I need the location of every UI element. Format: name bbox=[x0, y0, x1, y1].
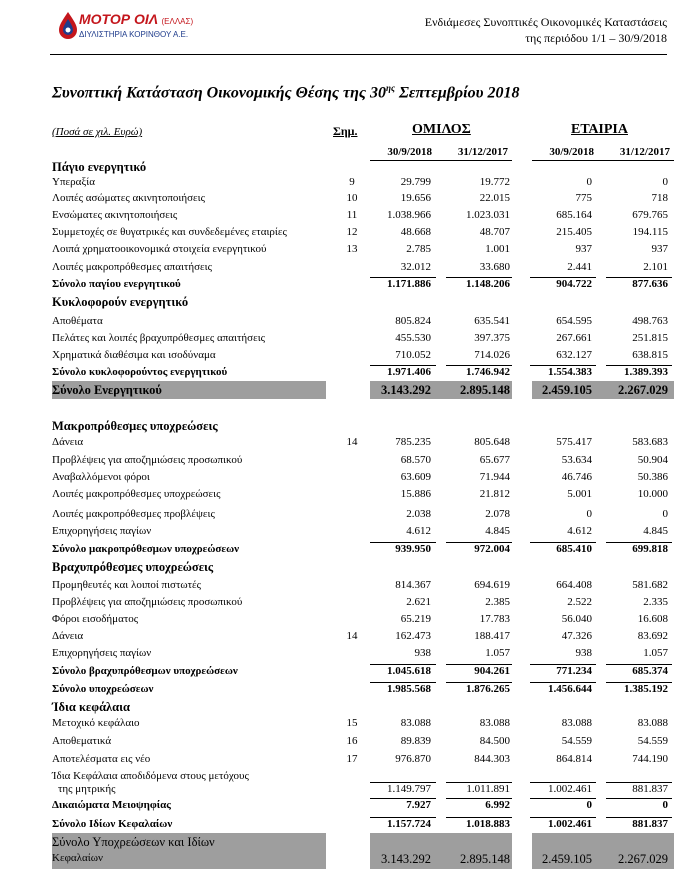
amount-cell: 65.677 bbox=[479, 454, 510, 466]
sum-rule bbox=[446, 798, 512, 799]
row-label: Αποθεματικά bbox=[52, 735, 112, 747]
row-label: Δικαιώματα Μειοψηφίας bbox=[52, 799, 171, 811]
amount-cell: 17.783 bbox=[479, 613, 510, 625]
sum-rule bbox=[606, 664, 672, 665]
amount-cell: 1.157.724 bbox=[387, 818, 431, 830]
sum-rule bbox=[606, 542, 672, 543]
amount-cell: 0 bbox=[662, 176, 668, 188]
amount-cell: 4.612 bbox=[567, 525, 592, 537]
amount-cell: 632.127 bbox=[556, 349, 592, 361]
amount-cell: 679.765 bbox=[632, 209, 668, 221]
note-ref: 13 bbox=[346, 243, 358, 255]
amount-cell: 2.785 bbox=[406, 243, 431, 255]
note-ref: 14 bbox=[346, 630, 358, 642]
note-ref: 17 bbox=[346, 753, 358, 765]
sum-rule bbox=[530, 277, 596, 278]
amount-cell: 19.656 bbox=[400, 192, 431, 204]
amount-cell: 22.015 bbox=[479, 192, 510, 204]
sum-rule bbox=[370, 542, 436, 543]
amount-cell: 814.367 bbox=[395, 579, 431, 591]
row-label: Λοιπές ασώματες ακινητοποιήσεις bbox=[52, 192, 205, 204]
amount-cell: 3.143.292 bbox=[381, 383, 431, 397]
row-label: Αποτελέσματα εις νέο bbox=[52, 753, 151, 765]
sum-rule bbox=[370, 365, 436, 366]
amount-cell: 48.707 bbox=[479, 226, 510, 238]
amount-cell: 775 bbox=[575, 192, 592, 204]
amount-cell: 3.143.292 bbox=[381, 852, 431, 866]
amount-cell: 937 bbox=[575, 243, 592, 255]
amount-cell: 4.845 bbox=[485, 525, 510, 537]
row-label: Σύνολο κυκλοφορούντος ενεργητικού bbox=[52, 366, 228, 378]
amount-cell: 771.234 bbox=[556, 665, 592, 677]
sum-rule bbox=[606, 277, 672, 278]
amount-cell: 1.554.383 bbox=[548, 366, 592, 378]
row-label: Επιχορηγήσεις παγίων bbox=[52, 525, 152, 537]
sum-rule bbox=[446, 542, 512, 543]
amount-cell: 15.886 bbox=[400, 488, 431, 500]
note-ref: 12 bbox=[346, 226, 358, 238]
amount-cell: 2.385 bbox=[485, 596, 510, 608]
row-label: Λοιπές μακροπρόθεσμες προβλέψεις bbox=[52, 508, 215, 520]
row-label: Προβλέψεις για αποζημιώσεις προσωπικού bbox=[52, 454, 243, 466]
amount-cell: 635.541 bbox=[474, 315, 510, 327]
amount-cell: 1.148.206 bbox=[466, 278, 510, 290]
amount-cell: 10.000 bbox=[637, 488, 668, 500]
amount-cell: 33.680 bbox=[479, 261, 510, 273]
company-column-header: ΕΤΑΙΡΙΑ bbox=[571, 122, 628, 137]
amount-cell: 937 bbox=[651, 243, 668, 255]
amount-cell: 938 bbox=[414, 647, 431, 659]
sum-rule bbox=[370, 664, 436, 665]
row-label: Δάνεια bbox=[52, 630, 84, 642]
units-label: (Ποσά σε χιλ. Ευρώ) bbox=[52, 126, 143, 138]
amount-cell: 1.171.886 bbox=[387, 278, 431, 290]
amount-cell: 21.812 bbox=[479, 488, 510, 500]
sum-rule bbox=[606, 365, 672, 366]
amount-cell: 1.876.265 bbox=[466, 683, 510, 695]
note-ref: 10 bbox=[346, 192, 358, 204]
sum-rule bbox=[370, 782, 436, 783]
row-label: Σύνολο Υποχρεώσεων και Ιδίων bbox=[52, 835, 215, 849]
amount-cell: 32.012 bbox=[400, 261, 431, 273]
sum-rule bbox=[446, 365, 512, 366]
amount-cell: 1.057 bbox=[485, 647, 510, 659]
sum-rule bbox=[446, 664, 512, 665]
amount-cell: 5.001 bbox=[567, 488, 592, 500]
row-label: Βραχυπρόθεσμες υποχρεώσεις bbox=[52, 560, 214, 574]
amount-cell: 16.608 bbox=[637, 613, 668, 625]
amount-cell: 267.661 bbox=[556, 332, 592, 344]
amount-cell: 19.772 bbox=[479, 176, 510, 188]
amount-cell: 188.417 bbox=[474, 630, 510, 642]
sum-rule bbox=[530, 682, 596, 683]
note-ref: 16 bbox=[346, 735, 358, 747]
page-title: Συνοπτική Κατάσταση Οικονομικής Θέσης της $30^{\eta\varsigma}$ Σεπτεμβρίου 2018 bbox=[52, 83, 520, 102]
amount-cell: 455.530 bbox=[395, 332, 431, 344]
amount-cell: 2.621 bbox=[406, 596, 431, 608]
row-label: Μακροπρόθεσμες υποχρεώσεις bbox=[52, 419, 218, 433]
amount-cell: 714.026 bbox=[474, 349, 510, 361]
amount-cell: 1.971.406 bbox=[387, 366, 431, 378]
amount-cell: 46.746 bbox=[561, 471, 592, 483]
note-ref: 14 bbox=[346, 436, 358, 448]
amount-cell: 47.326 bbox=[561, 630, 592, 642]
amount-cell: 0 bbox=[586, 799, 592, 811]
amount-cell: 581.682 bbox=[632, 579, 668, 591]
row-label: Ίδια κεφάλαια bbox=[52, 700, 131, 714]
sum-rule bbox=[606, 782, 672, 783]
amount-cell: 54.559 bbox=[561, 735, 592, 747]
amount-cell: 1.045.618 bbox=[387, 665, 431, 677]
amount-cell: 54.559 bbox=[637, 735, 668, 747]
amount-cell: 1.385.192 bbox=[624, 683, 668, 695]
row-label: Αποθέματα bbox=[52, 315, 103, 327]
amount-cell: 2.522 bbox=[567, 596, 592, 608]
amount-cell: 1.456.644 bbox=[548, 683, 592, 695]
row-label: Αναβαλλόμενοι φόροι bbox=[52, 471, 150, 483]
amount-cell: 805.648 bbox=[474, 436, 510, 448]
amount-cell: 63.609 bbox=[400, 471, 431, 483]
amount-cell: 2.038 bbox=[406, 508, 431, 520]
amount-cell: 0 bbox=[586, 508, 592, 520]
date-header: 30/9/2018 bbox=[549, 146, 594, 158]
row-label: Μετοχικό κεφάλαιο bbox=[52, 717, 140, 729]
row-label: Επιχορηγήσεις παγίων bbox=[52, 647, 152, 659]
sum-rule bbox=[446, 817, 512, 818]
amount-cell: 1.038.966 bbox=[387, 209, 431, 221]
amount-cell: 638.815 bbox=[632, 349, 668, 361]
amount-cell: 710.052 bbox=[395, 349, 431, 361]
sum-rule bbox=[370, 817, 436, 818]
date-header: 31/12/2017 bbox=[619, 146, 670, 158]
row-label-continuation: Κεφαλαίων bbox=[52, 852, 103, 864]
amount-cell: 6.992 bbox=[485, 799, 510, 811]
amount-cell: 881.837 bbox=[632, 783, 668, 795]
amount-cell: 0 bbox=[662, 508, 668, 520]
amount-cell: 694.619 bbox=[474, 579, 510, 591]
sum-rule bbox=[606, 682, 672, 683]
amount-cell: 1.023.031 bbox=[466, 209, 510, 221]
row-label: Δάνεια bbox=[52, 436, 84, 448]
amount-cell: 4.612 bbox=[406, 525, 431, 537]
amount-cell: 7.927 bbox=[406, 799, 431, 811]
amount-cell: 685.374 bbox=[632, 665, 668, 677]
amount-cell: 744.190 bbox=[632, 753, 668, 765]
row-label: Υπεραξία bbox=[52, 176, 95, 188]
amount-cell: 84.500 bbox=[479, 735, 510, 747]
amount-cell: 699.818 bbox=[632, 543, 668, 555]
amount-cell: 89.839 bbox=[400, 735, 431, 747]
amount-cell: 2.267.029 bbox=[618, 383, 668, 397]
sum-rule bbox=[530, 798, 596, 799]
amount-cell: 685.410 bbox=[556, 543, 592, 555]
amount-cell: 664.408 bbox=[556, 579, 592, 591]
amount-cell: 56.040 bbox=[561, 613, 592, 625]
amount-cell: 50.386 bbox=[637, 471, 668, 483]
amount-cell: 2.101 bbox=[643, 261, 668, 273]
sum-rule bbox=[370, 798, 436, 799]
row-label: Λοιπές μακροπρόθεσμες απαιτήσεις bbox=[52, 261, 212, 273]
sum-rule bbox=[606, 798, 672, 799]
sum-rule bbox=[530, 817, 596, 818]
amount-cell: 215.405 bbox=[556, 226, 592, 238]
sum-rule bbox=[446, 782, 512, 783]
logo-brand: ΜΟΤΟΡ ΟΙΛ (ΕΛΛΑΣ) bbox=[79, 11, 194, 27]
amount-cell: 50.904 bbox=[637, 454, 668, 466]
amount-cell: 2.895.148 bbox=[460, 383, 510, 397]
row-label: Σύνολο Ιδίων Κεφαλαίων bbox=[52, 818, 173, 830]
amount-cell: 1.057 bbox=[643, 647, 668, 659]
notes-column-header: Σημ. bbox=[333, 124, 358, 138]
row-label: Σύνολο παγίου ενεργητικού bbox=[52, 278, 181, 290]
amount-cell: 251.815 bbox=[632, 332, 668, 344]
amount-cell: 29.799 bbox=[400, 176, 431, 188]
amount-cell: 397.375 bbox=[474, 332, 510, 344]
row-label: Χρηματικά διαθέσιμα και ισοδύναμα bbox=[52, 349, 216, 361]
amount-cell: 2.895.148 bbox=[460, 852, 510, 866]
sum-rule bbox=[446, 682, 512, 683]
sum-rule bbox=[530, 365, 596, 366]
row-label: Προβλέψεις για αποζημιώσεις προσωπικού bbox=[52, 596, 243, 608]
row-label: Σύνολο υποχρεώσεων bbox=[52, 683, 154, 695]
amount-cell: 1.018.883 bbox=[466, 818, 510, 830]
amount-cell: 498.763 bbox=[632, 315, 668, 327]
amount-cell: 685.164 bbox=[556, 209, 592, 221]
amount-cell: 0 bbox=[662, 799, 668, 811]
report-header-line2: της περιόδου 1/1 – 30/9/2018 bbox=[525, 31, 667, 45]
amount-cell: 904.261 bbox=[474, 665, 510, 677]
amount-cell: 162.473 bbox=[395, 630, 431, 642]
amount-cell: 194.115 bbox=[632, 226, 668, 238]
amount-cell: 4.845 bbox=[643, 525, 668, 537]
amount-cell: 877.636 bbox=[632, 278, 668, 290]
amount-cell: 83.088 bbox=[637, 717, 668, 729]
row-label: Φόροι εισοδήματος bbox=[52, 613, 139, 625]
sum-rule bbox=[530, 782, 596, 783]
note-ref: 9 bbox=[349, 176, 355, 188]
amount-cell: 1.985.568 bbox=[387, 683, 431, 695]
row-label: Σύνολο Ενεργητικού bbox=[52, 383, 162, 397]
amount-cell: 654.595 bbox=[556, 315, 592, 327]
amount-cell: 805.824 bbox=[395, 315, 431, 327]
amount-cell: 1.389.393 bbox=[624, 366, 668, 378]
amount-cell: 881.837 bbox=[632, 818, 668, 830]
amount-cell: 864.814 bbox=[556, 753, 592, 765]
amount-cell: 2.267.029 bbox=[618, 852, 668, 866]
row-label-continuation: της μητρικής bbox=[58, 783, 116, 795]
amount-cell: 83.088 bbox=[561, 717, 592, 729]
sum-rule bbox=[530, 542, 596, 543]
amount-cell: 1.002.461 bbox=[548, 818, 592, 830]
amount-cell: 1.001 bbox=[485, 243, 510, 255]
amount-cell: 938 bbox=[575, 647, 592, 659]
row-label: Πάγιο ενεργητικό bbox=[52, 160, 147, 174]
note-ref: 15 bbox=[346, 717, 358, 729]
report-header-line1: Ενδιάμεσες Συνοπτικές Οικονομικές Καταστάσεις bbox=[424, 15, 667, 29]
amount-cell: 575.417 bbox=[556, 436, 592, 448]
row-label: Λοιπές μακροπρόθεσμες υποχρεώσεις bbox=[52, 488, 221, 500]
amount-cell: 2.078 bbox=[485, 508, 510, 520]
row-label: Προμηθευτές και λοιποί πιστωτές bbox=[52, 579, 202, 591]
amount-cell: 718 bbox=[651, 192, 668, 204]
amount-cell: 53.634 bbox=[561, 454, 592, 466]
amount-cell: 1.149.797 bbox=[387, 783, 431, 795]
amount-cell: 1.746.942 bbox=[466, 366, 510, 378]
row-label: Συμμετοχές σε θυγατρικές και συνδεδεμένες εταιρίες bbox=[52, 226, 287, 238]
amount-cell: 785.235 bbox=[395, 436, 431, 448]
amount-cell: 1.002.461 bbox=[548, 783, 592, 795]
row-label: Σύνολο μακροπρόθεσμων υποχρεώσεων bbox=[52, 543, 240, 555]
row-label: Ενσώματες ακινητοποιήσεις bbox=[52, 209, 178, 221]
amount-cell: 1.011.891 bbox=[466, 783, 510, 795]
date-header: 31/12/2017 bbox=[457, 146, 508, 158]
amount-cell: 2.459.105 bbox=[542, 852, 592, 866]
row-label: Σύνολο βραχυπρόθεσμων υποχρεώσεων bbox=[52, 665, 238, 677]
amount-cell: 83.088 bbox=[479, 717, 510, 729]
amount-cell: 48.668 bbox=[400, 226, 431, 238]
logo-subtitle: ΔΙΥΛΙΣΤΗΡΙΑ ΚΟΡΙΝΘΟΥ Α.Ε. bbox=[79, 30, 189, 39]
amount-cell: 972.004 bbox=[474, 543, 510, 555]
amount-cell: 583.683 bbox=[632, 436, 668, 448]
row-label: Πελάτες και λοιπές βραχυπρόθεσμες απαιτήσεις bbox=[52, 332, 266, 344]
amount-cell: 68.570 bbox=[400, 454, 431, 466]
sum-rule bbox=[370, 277, 436, 278]
amount-cell: 976.870 bbox=[395, 753, 431, 765]
amount-cell: 844.303 bbox=[474, 753, 510, 765]
sum-rule bbox=[446, 277, 512, 278]
row-label: Λοιπά χρηματοοικονομικά στοιχεία ενεργητικού bbox=[52, 243, 267, 255]
amount-cell: 83.088 bbox=[400, 717, 431, 729]
amount-cell: 0 bbox=[586, 176, 592, 188]
amount-cell: 83.692 bbox=[637, 630, 668, 642]
amount-cell: 65.219 bbox=[400, 613, 431, 625]
amount-cell: 2.441 bbox=[567, 261, 592, 273]
date-header: 30/9/2018 bbox=[387, 146, 432, 158]
row-label: Ίδια Κεφάλαια αποδιδόμενα στους μετόχους bbox=[52, 770, 249, 782]
amount-cell: 2.459.105 bbox=[542, 383, 592, 397]
sum-rule bbox=[606, 817, 672, 818]
amount-cell: 71.944 bbox=[479, 471, 510, 483]
row-label: Κυκλοφορούν ενεργητικό bbox=[52, 295, 189, 309]
amount-cell: 2.335 bbox=[643, 596, 668, 608]
amount-cell: 939.950 bbox=[395, 543, 431, 555]
sum-rule bbox=[530, 664, 596, 665]
group-column-header: ΟΜΙΛΟΣ bbox=[412, 122, 471, 137]
amount-cell: 904.722 bbox=[556, 278, 592, 290]
sum-rule bbox=[370, 682, 436, 683]
note-ref: 11 bbox=[346, 209, 358, 221]
